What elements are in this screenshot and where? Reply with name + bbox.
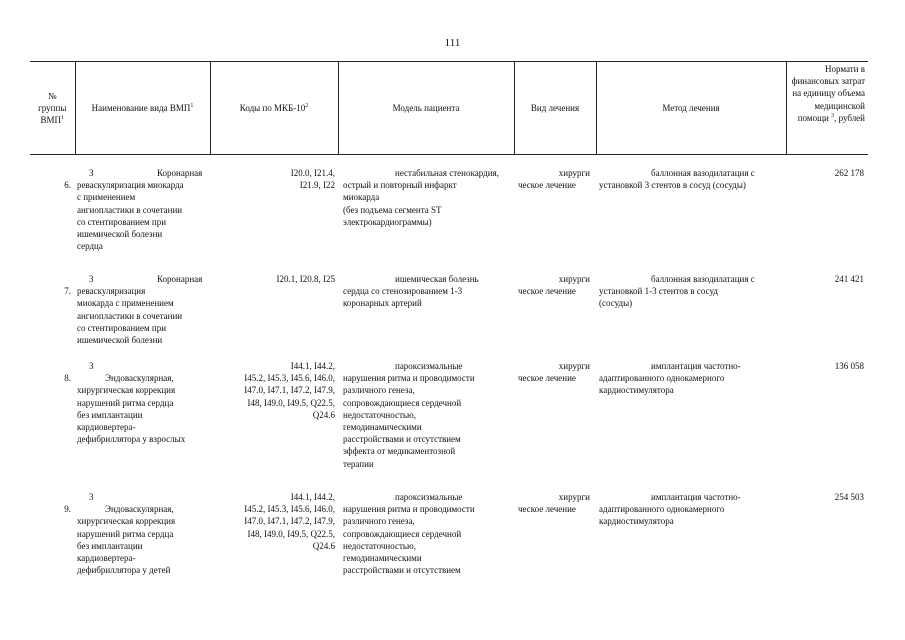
- header-norm-sup: 3: [831, 112, 835, 119]
- cost-value: 254 503: [834, 492, 864, 502]
- page-number: 111: [444, 37, 461, 49]
- cost-cell: [786, 360, 868, 491]
- row-number: [30, 155, 75, 274]
- header-name-sup: 1: [190, 102, 194, 109]
- vmp-name-rest: реваскуляризация миокарда с применением ангиопластики в сочетании со стентированием при ишемической болезни сердца: [77, 180, 184, 252]
- header-norm-tail: , рублей: [834, 112, 865, 123]
- treatment-type-cell: [514, 273, 596, 360]
- header-group-label: № группы ВМП: [38, 90, 67, 126]
- treatment-method-cell: [596, 273, 786, 360]
- group-number: 3: [89, 492, 94, 502]
- row-number: [30, 491, 75, 598]
- treatment-type-rest: ческое лечение: [518, 180, 576, 191]
- treatment-method: баллонная вазодилатация с установкой 3 стентов в сосуд (сосуды): [599, 168, 755, 191]
- row-number-value: 8.: [64, 373, 71, 383]
- row-number-value: 7.: [64, 286, 71, 296]
- patient-model: пароксизмальные нарушения ритма и проводимости различного генеза, сопровождающиеся сердечной недостаточностью, гемодинамическими расстройствами и отсутствием: [343, 492, 475, 576]
- treatment-method: имплантация частотно- адаптированного однокамерного кардиостимулятора: [599, 492, 741, 527]
- treatment-method: баллонная вазодилатация с установкой 1-3 стентов в сосуд (сосуды): [599, 274, 755, 309]
- header-vid-label: Вид лечения: [530, 102, 580, 113]
- table-row: [30, 273, 868, 360]
- treatment-method: имплантация частотно- адаптированного однокамерного кардиостимулятора: [599, 361, 741, 396]
- treatment-type-cell: [514, 491, 596, 598]
- cost-value: 241 421: [834, 274, 864, 284]
- table-row: [30, 491, 868, 598]
- vmp-name-cell: [75, 360, 210, 491]
- header-norm-label: Нормати в финансовых затрат на единицу объема медицинской помощи: [791, 64, 865, 123]
- row-number-value: 9.: [64, 504, 71, 514]
- vmp-name-rest: хирургическая коррекция нарушений ритма сердца без имплантации кардиовертера- дефибриллятора у взрослых: [77, 385, 186, 445]
- header-method: [596, 62, 786, 155]
- cost-value: 262 178: [834, 168, 864, 178]
- patient-model-cell: [338, 360, 514, 491]
- treatment-type-first: хирурги: [558, 274, 590, 284]
- vmp-name-cell: [75, 155, 210, 274]
- header-vid: [514, 62, 596, 155]
- icd-codes: I20.1, I20.8, I25: [276, 274, 335, 284]
- table-row: [30, 360, 868, 491]
- header-group: [30, 62, 75, 155]
- icd-codes-cell: [210, 360, 338, 491]
- header-codes: [210, 62, 338, 155]
- treatment-type-cell: [514, 360, 596, 491]
- cost-cell: [786, 155, 868, 274]
- treatment-type-rest: ческое лечение: [518, 286, 576, 297]
- vmp-name-cell: [75, 491, 210, 598]
- cost-cell: [786, 273, 868, 360]
- icd-codes: I44.1, I44.2, I45.2, I45.3, I45.6, I46.0, I47.0, I47.1, I47.2, I47.9, I48, I49.0, I49.5, Q22.5, Q24.6: [244, 492, 335, 551]
- row-number: [30, 273, 75, 360]
- patient-model: нестабильная стенокардия, острый и повторный инфаркт миокарда (без подъема сегмента ST электрокардиограммы): [343, 168, 499, 227]
- vmp-name-rest: хирургическая коррекция нарушений ритма сердца без имплантации кардиовертера- дефибриллятора у детей: [77, 516, 176, 576]
- patient-model-cell: [338, 155, 514, 274]
- group-number: 3: [89, 361, 94, 371]
- header-norm: [786, 62, 868, 155]
- vmp-name-first: Коронарная: [157, 168, 203, 178]
- vmp-table: [30, 61, 868, 598]
- patient-model: ишемическая болезнь сердца со стенозированием 1-3 коронарных артерий: [343, 274, 479, 309]
- treatment-type-first: хирурги: [558, 168, 590, 178]
- row-number: [30, 360, 75, 491]
- icd-codes: I44.1, I44.2, I45.2, I45.3, I45.6, I46.0, I47.0, I47.1, I47.2, I47.9, I48, I49.0, I49.5, Q22.5, Q24.6: [244, 361, 335, 420]
- group-number: 3: [89, 274, 94, 284]
- treatment-type-cell: [514, 155, 596, 274]
- table-row: [30, 155, 868, 274]
- treatment-method-cell: [596, 155, 786, 274]
- icd-codes-cell: [210, 155, 338, 274]
- icd-codes: I20.0, I21.4, I21.9, I22: [290, 168, 335, 191]
- vmp-name-first: Эндоваскулярная,: [105, 504, 174, 515]
- header-method-label: Метод лечения: [662, 102, 720, 113]
- header-name: [75, 62, 210, 155]
- treatment-type-rest: ческое лечение: [518, 373, 576, 384]
- header-codes-label: Коды по МКБ-10: [239, 102, 306, 113]
- header-model-label: Модель пациента: [392, 102, 460, 113]
- row-number-value: 6.: [64, 180, 71, 190]
- cost-cell: [786, 491, 868, 598]
- vmp-name-rest: реваскуляризация миокарда с применением ангиопластики в сочетании со стентированием при ишемической болезни: [77, 286, 183, 346]
- treatment-type-first: хирурги: [558, 492, 590, 502]
- vmp-name-first: Эндоваскулярная,: [105, 373, 174, 384]
- header-codes-sup: 2: [305, 102, 309, 109]
- patient-model: пароксизмальные нарушения ритма и проводимости различного генеза, сопровождающиеся сердечной недостаточностью, гемодинамическими расстройствами и отсутствием эффекта от медикаментозной терапии: [343, 361, 475, 469]
- treatment-method-cell: [596, 491, 786, 598]
- group-number: 3: [89, 168, 94, 178]
- patient-model-cell: [338, 273, 514, 360]
- cost-value: 136 058: [834, 361, 864, 371]
- icd-codes-cell: [210, 273, 338, 360]
- vmp-name-first: Коронарная: [157, 274, 203, 284]
- table-body: [30, 155, 868, 599]
- treatment-type-rest: ческое лечение: [518, 504, 576, 515]
- header-group-sup: 1: [61, 115, 64, 122]
- treatment-type-first: хирурги: [558, 361, 590, 371]
- header-model: [338, 62, 514, 155]
- icd-codes-cell: [210, 491, 338, 598]
- patient-model-cell: [338, 491, 514, 598]
- treatment-method-cell: [596, 360, 786, 491]
- vmp-name-cell: [75, 273, 210, 360]
- header-name-label: Наименование вида ВМП: [91, 102, 191, 113]
- table-header-row: [30, 62, 868, 155]
